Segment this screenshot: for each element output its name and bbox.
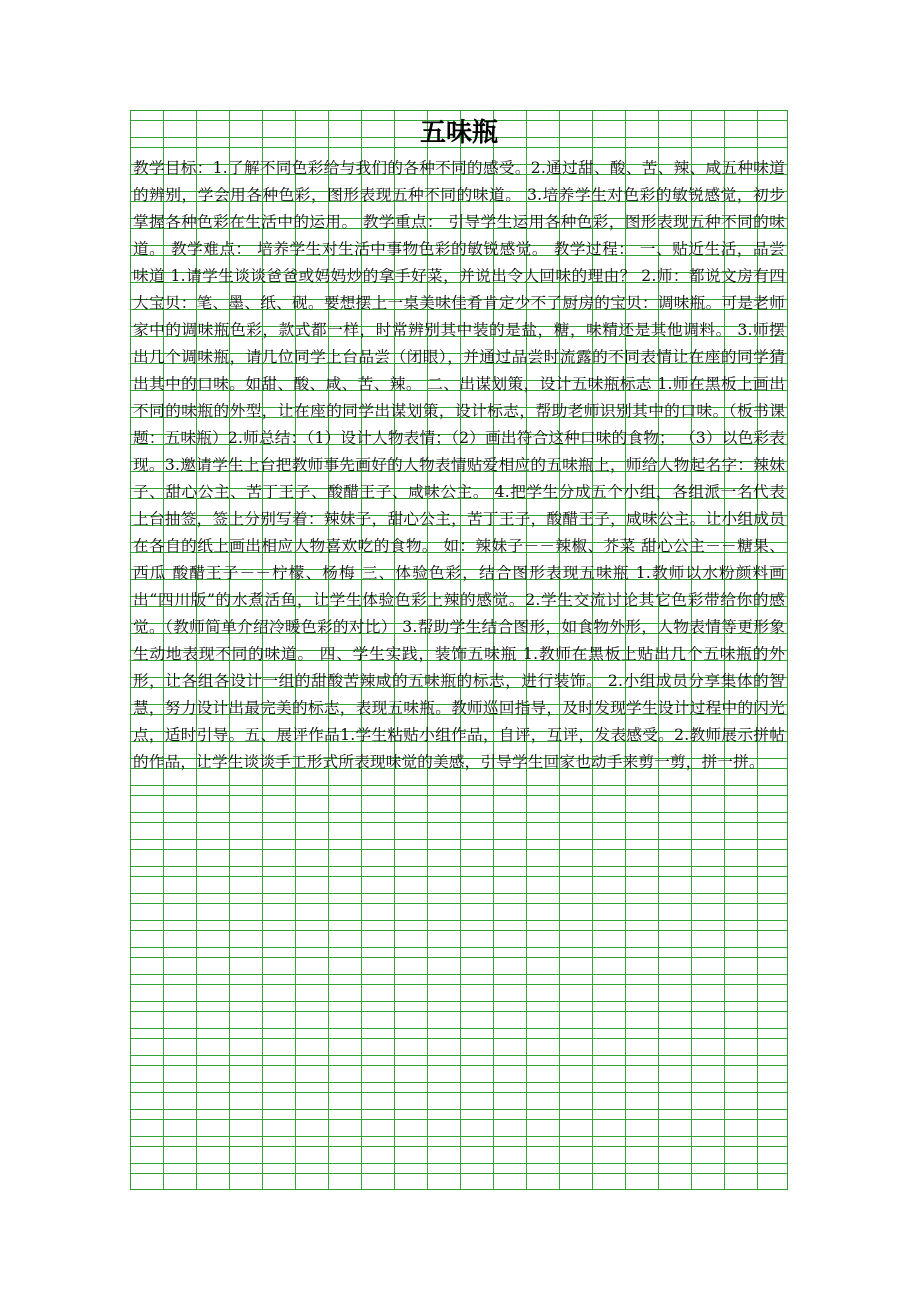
lesson-plan-text: 教学目标：1.了解不同色彩给与我们的各种不同的感受。2.通过甜、酸、苦、辣、咸五种味道的辨别，学会用各种色彩，图形表现五种不同的味道。 3.培养学生对色彩的敏锐感觉，初步掌握各种色彩在生活中的运用。 教学重点： 引导学生运用各种色彩，图形表现五种不同的味道。 教学难点： 培养学生对生活中事物色彩的敏锐感觉。 教学过程： 一、贴近生活，品尝味道 1.请学生谈谈爸爸或妈妈炒的拿手好菜，并说出令人回味的理由？ 2.师：都说文房有四大宝贝：笔、墨、纸、砚。要想摆上一桌美味佳肴肯定少不了厨房的宝贝：调味瓶。可是老师家中的调味瓶色彩，款式都一样，时常辨别其中装的是盐，糖，味精还是其他调料。 3.师摆出几个调味瓶，请几位同学上台品尝（闭眼），并通过品尝时流露的不同表情让在座的同学猜出其中的口味。如甜、酸、咸、苦、辣。 二、出谋划策，设计五味瓶标志 1.师在黑板上画出不同的味瓶的外型，让在座的同学出谋划策，设计标志，帮助老师识别其中的口味。（板书课题：五味瓶）2.师总结：（1）设计人物表情；（2）画出符合这种口味的食物； （3）以色彩表现。3.邀请学生上台把教师事先画好的人物表情贴爱相应的五味瓶上，师给人物起名字：辣妹子、甜心公主、苦丁王子、酸醋王子、咸味公主。 4.把学生分成五个小组，各组派一名代表上台抽签，签上分别写着：辣妹子，甜心公主，苦丁王子，酸醋王子，咸味公主。让小组成员在各自的纸上画出相应人物喜欢吃的食物。 如：辣妹子－－辣椒、芥菜 甜心公主－－糖果、西瓜 酸醋王子－－柠檬、杨梅 三、体验色彩，结合图形表现五味瓶 1.教师以水粉颜料画出“四川版”的水煮活鱼，让学生体验色彩上辣的感觉。2.学生交流讨论其它色彩带给你的感觉。（教师简单介绍冷暖色彩的对比） 3.帮助学生结合图形，如食物外形，人物表情等更形象生动地表现不同的味道。 四、学生实践，装饰五味瓶 1.教师在黑板上贴出几个五味瓶的外形，让各组各设计一组的甜酸苦辣咸的五味瓶的标志，进行装饰。 2.小组成员分享集体的智慧，努力设计出最完美的标志，表现五味瓶。教师巡回指导，及时发现学生设计过程中的闪光点，适时引导。五、展评作品1.学生粘贴小组作品，自评，互评，发表感受。2.教师展示拼帖的作品，让学生谈谈手工形式所表现味觉的美感，引导学生回家也动手来剪一剪，拼一拼。 xyxy=(133,159,785,771)
grid-paper xyxy=(130,110,788,1190)
document-title: 五味瓶 xyxy=(419,118,498,148)
document-content xyxy=(131,111,787,776)
